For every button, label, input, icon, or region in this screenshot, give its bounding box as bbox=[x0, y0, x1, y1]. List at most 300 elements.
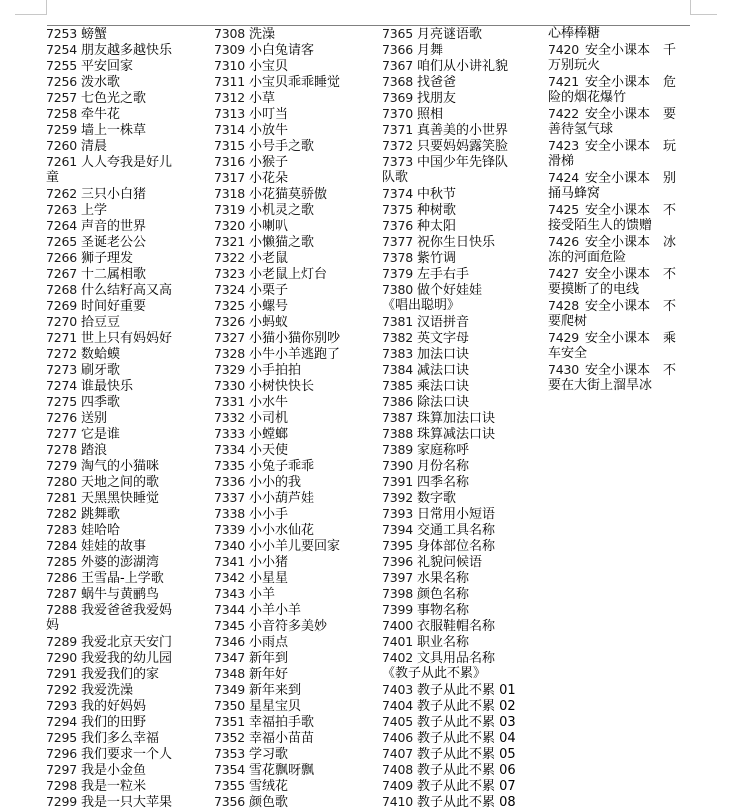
item-title: 善待氢气球 bbox=[548, 122, 614, 137]
list-item bbox=[214, 330, 354, 346]
item-number: 7420 bbox=[548, 42, 580, 57]
list-item bbox=[214, 666, 354, 682]
list-item bbox=[214, 650, 354, 666]
list-item bbox=[382, 90, 524, 106]
item-number: 7430 bbox=[548, 362, 580, 377]
item-number: 7313 bbox=[214, 106, 246, 121]
item-title: 墙上一株草 bbox=[81, 123, 147, 138]
list-item bbox=[382, 58, 524, 74]
list-item bbox=[214, 730, 354, 746]
list-item bbox=[382, 410, 524, 426]
list-item bbox=[382, 266, 524, 282]
item-title: 安全小课本 要 bbox=[585, 107, 677, 122]
item-title: 祝你生日快乐 bbox=[417, 235, 496, 250]
list-item bbox=[382, 362, 524, 378]
list-item bbox=[46, 74, 186, 90]
list-item bbox=[382, 26, 524, 42]
item-number: 7326 bbox=[214, 314, 246, 329]
item-number: 7390 bbox=[382, 458, 414, 473]
item-number: 7408 bbox=[382, 762, 414, 777]
item-title: 圣诞老公公 bbox=[81, 235, 147, 250]
list-item bbox=[214, 42, 354, 58]
list-item bbox=[382, 314, 524, 330]
list-item bbox=[46, 682, 186, 698]
item-title: 天黑黑快睡觉 bbox=[81, 491, 160, 506]
item-title: 教子从此不累 05 bbox=[417, 747, 516, 762]
item-title: 我是一粒米 bbox=[81, 779, 147, 794]
list-item bbox=[46, 378, 186, 394]
list-item bbox=[46, 762, 186, 778]
item-number: 7393 bbox=[382, 506, 414, 521]
list-item bbox=[382, 122, 524, 138]
item-title: 声音的世界 bbox=[81, 219, 147, 234]
item-number: 7259 bbox=[46, 122, 78, 137]
list-item bbox=[214, 186, 354, 202]
list-item bbox=[382, 330, 524, 346]
item-title: 人人夸我是好儿 bbox=[81, 155, 173, 170]
list-item bbox=[382, 794, 524, 810]
list-item bbox=[214, 26, 354, 42]
item-title: 日常用小短语 bbox=[417, 507, 496, 522]
item-number: 7289 bbox=[46, 634, 78, 649]
item-title: 清晨 bbox=[81, 139, 108, 154]
section-heading bbox=[382, 298, 524, 314]
list-item bbox=[46, 106, 186, 122]
list-item bbox=[46, 746, 186, 762]
item-title: 万别玩火 bbox=[548, 58, 601, 73]
item-number: 7319 bbox=[214, 202, 246, 217]
item-title: 小牛小羊逃跑了 bbox=[249, 347, 341, 362]
list-item-continuation bbox=[548, 314, 690, 330]
item-number: 7254 bbox=[46, 42, 78, 57]
item-number: 7332 bbox=[214, 410, 246, 425]
item-title: 月舞 bbox=[417, 43, 444, 58]
item-title: 小宝贝 bbox=[249, 59, 289, 74]
item-number: 7263 bbox=[46, 202, 78, 217]
list-item bbox=[46, 314, 186, 330]
item-number: 7384 bbox=[382, 362, 414, 377]
list-item bbox=[382, 570, 524, 586]
item-number: 7317 bbox=[214, 170, 246, 185]
item-title: 汉语拼音 bbox=[417, 315, 470, 330]
item-title: 除法口诀 bbox=[417, 395, 470, 410]
song-list-column-4 bbox=[548, 26, 690, 394]
list-item bbox=[382, 346, 524, 362]
item-number: 7392 bbox=[382, 490, 414, 505]
item-number: 7367 bbox=[382, 58, 414, 73]
item-title: 上学 bbox=[81, 203, 108, 218]
item-number: 7375 bbox=[382, 202, 414, 217]
list-item bbox=[382, 186, 524, 202]
list-item bbox=[46, 426, 186, 442]
item-number: 7387 bbox=[382, 410, 414, 425]
item-title: 平安回家 bbox=[81, 59, 134, 74]
item-number: 7404 bbox=[382, 698, 414, 713]
item-number: 7335 bbox=[214, 458, 246, 473]
item-title: 心棒棒糖 bbox=[548, 26, 601, 41]
item-number: 7279 bbox=[46, 458, 78, 473]
list-item bbox=[46, 346, 186, 362]
list-item bbox=[46, 266, 186, 282]
item-number: 7282 bbox=[46, 506, 78, 521]
item-title: 捅马蜂窝 bbox=[548, 186, 601, 201]
list-item bbox=[382, 634, 524, 650]
item-number: 7389 bbox=[382, 442, 414, 457]
item-number: 7371 bbox=[382, 122, 414, 137]
item-number: 7277 bbox=[46, 426, 78, 441]
item-number: 7272 bbox=[46, 346, 78, 361]
list-item-continuation bbox=[548, 122, 690, 138]
item-title: 娃娃的故事 bbox=[81, 539, 147, 554]
item-title: 跳舞歌 bbox=[81, 507, 121, 522]
item-number: 7341 bbox=[214, 554, 246, 569]
item-number: 7386 bbox=[382, 394, 414, 409]
list-item bbox=[214, 266, 354, 282]
item-title: 衣服鞋帽名称 bbox=[417, 619, 496, 634]
list-item bbox=[214, 634, 354, 650]
item-number: 7309 bbox=[214, 42, 246, 57]
list-item bbox=[46, 282, 186, 298]
list-item bbox=[214, 570, 354, 586]
item-title: 小老鼠上灯台 bbox=[249, 267, 328, 282]
item-title: 泼水歌 bbox=[81, 75, 121, 90]
item-number: 7324 bbox=[214, 282, 246, 297]
item-number: 7315 bbox=[214, 138, 246, 153]
item-number: 7396 bbox=[382, 554, 414, 569]
list-item bbox=[46, 362, 186, 378]
item-title: 种太阳 bbox=[417, 219, 457, 234]
item-number: 7391 bbox=[382, 474, 414, 489]
item-number: 7428 bbox=[548, 298, 580, 313]
list-item bbox=[548, 362, 690, 378]
list-item bbox=[382, 378, 524, 394]
item-number: 7422 bbox=[548, 106, 580, 121]
item-number: 7429 bbox=[548, 330, 580, 345]
item-title: 家庭称呼 bbox=[417, 443, 470, 458]
item-number: 7372 bbox=[382, 138, 414, 153]
item-number: 7260 bbox=[46, 138, 78, 153]
list-item bbox=[214, 410, 354, 426]
item-number: 7278 bbox=[46, 442, 78, 457]
item-number: 7373 bbox=[382, 154, 414, 169]
item-number: 7381 bbox=[382, 314, 414, 329]
item-title: 朋友越多越快乐 bbox=[81, 43, 173, 58]
item-number: 7258 bbox=[46, 106, 78, 121]
item-title: 谁最快乐 bbox=[81, 379, 134, 394]
item-number: 7271 bbox=[46, 330, 78, 345]
item-number: 7351 bbox=[214, 714, 246, 729]
list-item bbox=[46, 122, 186, 138]
item-number: 7397 bbox=[382, 570, 414, 585]
list-item bbox=[46, 650, 186, 666]
item-title: 安全小课本 不 bbox=[585, 203, 677, 218]
item-title: 滑梯 bbox=[548, 154, 575, 169]
item-title: 《唱出聪明》 bbox=[382, 298, 461, 313]
song-list-column-2 bbox=[214, 26, 354, 810]
item-title: 小老鼠 bbox=[249, 251, 289, 266]
list-item bbox=[382, 554, 524, 570]
list-item bbox=[548, 266, 690, 282]
item-number: 7294 bbox=[46, 714, 78, 729]
song-list-column-3 bbox=[382, 26, 524, 810]
item-title: 真善美的小世界 bbox=[417, 123, 509, 138]
item-title: 狮子理发 bbox=[81, 251, 134, 266]
list-item bbox=[46, 154, 186, 170]
page-margin-corner-top-left bbox=[15, 0, 47, 15]
item-number: 7287 bbox=[46, 586, 78, 601]
item-number: 7329 bbox=[214, 362, 246, 377]
item-number: 7291 bbox=[46, 666, 78, 681]
item-number: 7348 bbox=[214, 666, 246, 681]
list-item bbox=[214, 618, 354, 634]
item-number: 7314 bbox=[214, 122, 246, 137]
item-title: 数蛤蟆 bbox=[81, 347, 121, 362]
item-title: 教子从此不累 01 bbox=[417, 683, 516, 698]
item-number: 7333 bbox=[214, 426, 246, 441]
item-number: 7283 bbox=[46, 522, 78, 537]
item-title: 学习歌 bbox=[249, 747, 289, 762]
list-item bbox=[214, 778, 354, 794]
list-item bbox=[548, 330, 690, 346]
item-title: 珠算减法口诀 bbox=[417, 427, 496, 442]
list-item bbox=[46, 138, 186, 154]
item-number: 7265 bbox=[46, 234, 78, 249]
item-number: 7368 bbox=[382, 74, 414, 89]
list-item bbox=[46, 394, 186, 410]
item-number: 7290 bbox=[46, 650, 78, 665]
item-title: 螃蟹 bbox=[81, 27, 108, 42]
item-title: 安全小课本 别 bbox=[585, 171, 677, 186]
item-title: 踏浪 bbox=[81, 443, 108, 458]
list-item bbox=[382, 74, 524, 90]
list-item bbox=[382, 42, 524, 58]
item-number: 7352 bbox=[214, 730, 246, 745]
item-number: 7280 bbox=[46, 474, 78, 489]
list-item bbox=[548, 106, 690, 122]
item-title: 月份名称 bbox=[417, 459, 470, 474]
list-item bbox=[548, 298, 690, 314]
item-title: 小放牛 bbox=[249, 123, 289, 138]
item-number: 7318 bbox=[214, 186, 246, 201]
list-item bbox=[46, 602, 186, 618]
item-title: 教子从此不累 02 bbox=[417, 699, 516, 714]
item-title: 找爸爸 bbox=[417, 75, 457, 90]
list-item bbox=[46, 698, 186, 714]
list-item bbox=[214, 682, 354, 698]
item-number: 7377 bbox=[382, 234, 414, 249]
item-title: 四季歌 bbox=[81, 395, 121, 410]
item-number: 7297 bbox=[46, 762, 78, 777]
item-title: 文具用品名称 bbox=[417, 651, 496, 666]
item-number: 7338 bbox=[214, 506, 246, 521]
item-title: 教子从此不累 03 bbox=[417, 715, 516, 730]
item-number: 7336 bbox=[214, 474, 246, 489]
item-title: 安全小课本 冰 bbox=[585, 235, 677, 250]
item-number: 7295 bbox=[46, 730, 78, 745]
list-item bbox=[46, 634, 186, 650]
item-title: 我是一只大苹果 bbox=[81, 795, 173, 810]
list-item bbox=[382, 538, 524, 554]
list-item bbox=[214, 714, 354, 730]
list-item bbox=[46, 42, 186, 58]
item-number: 7342 bbox=[214, 570, 246, 585]
item-title: 水果名称 bbox=[417, 571, 470, 586]
list-item bbox=[214, 378, 354, 394]
item-number: 7406 bbox=[382, 730, 414, 745]
list-item bbox=[214, 554, 354, 570]
list-item bbox=[382, 490, 524, 506]
item-title: 车安全 bbox=[548, 346, 588, 361]
item-number: 7276 bbox=[46, 410, 78, 425]
list-item bbox=[382, 138, 524, 154]
list-item bbox=[214, 106, 354, 122]
list-item bbox=[214, 138, 354, 154]
item-title: 安全小课本 玩 bbox=[585, 139, 677, 154]
item-number: 7402 bbox=[382, 650, 414, 665]
page-margin-corner-top-right bbox=[690, 0, 717, 15]
list-item bbox=[214, 698, 354, 714]
list-item bbox=[46, 554, 186, 570]
list-item bbox=[46, 26, 186, 42]
item-number: 7350 bbox=[214, 698, 246, 713]
item-title: 王雪晶-上学歌 bbox=[81, 571, 164, 586]
item-number: 7253 bbox=[46, 26, 78, 41]
item-title: 险的烟花爆竹 bbox=[548, 90, 627, 105]
list-item bbox=[46, 522, 186, 538]
list-item bbox=[214, 362, 354, 378]
list-item-continuation bbox=[382, 170, 524, 186]
item-number: 7401 bbox=[382, 634, 414, 649]
item-title: 天地之间的歌 bbox=[81, 475, 160, 490]
item-title: 教子从此不累 07 bbox=[417, 779, 516, 794]
item-title: 七色光之歌 bbox=[81, 91, 147, 106]
list-item bbox=[382, 522, 524, 538]
item-number: 7320 bbox=[214, 218, 246, 233]
item-number: 7365 bbox=[382, 26, 414, 41]
item-number: 7311 bbox=[214, 74, 246, 89]
item-title: 小音符多美妙 bbox=[249, 619, 328, 634]
item-title: 雪绒花 bbox=[249, 779, 289, 794]
item-title: 我的好妈妈 bbox=[81, 699, 147, 714]
item-title: 它是谁 bbox=[81, 427, 121, 442]
list-item bbox=[46, 794, 186, 810]
item-title: 乘法口诀 bbox=[417, 379, 470, 394]
item-number: 7322 bbox=[214, 250, 246, 265]
item-number: 7380 bbox=[382, 282, 414, 297]
list-item-continuation bbox=[548, 346, 690, 362]
item-number: 7331 bbox=[214, 394, 246, 409]
item-number: 7388 bbox=[382, 426, 414, 441]
item-number: 7270 bbox=[46, 314, 78, 329]
item-title: 小羊 bbox=[249, 587, 276, 602]
list-item bbox=[46, 58, 186, 74]
item-title: 教子从此不累 06 bbox=[417, 763, 516, 778]
list-item bbox=[382, 714, 524, 730]
item-number: 7321 bbox=[214, 234, 246, 249]
list-item bbox=[382, 154, 524, 170]
item-title: 咱们从小讲礼貌 bbox=[417, 59, 509, 74]
list-item bbox=[46, 490, 186, 506]
item-number: 7405 bbox=[382, 714, 414, 729]
list-item bbox=[46, 586, 186, 602]
item-number: 7286 bbox=[46, 570, 78, 585]
item-title: 职业名称 bbox=[417, 635, 470, 650]
list-item bbox=[46, 458, 186, 474]
list-item bbox=[214, 122, 354, 138]
list-item bbox=[214, 602, 354, 618]
item-title: 刷牙歌 bbox=[81, 363, 121, 378]
item-title: 小宝贝乖乖睡觉 bbox=[249, 75, 341, 90]
item-title: 找朋友 bbox=[417, 91, 457, 106]
item-number: 7328 bbox=[214, 346, 246, 361]
item-title: 小蚂蚁 bbox=[249, 315, 289, 330]
list-item bbox=[214, 346, 354, 362]
item-title: 四季名称 bbox=[417, 475, 470, 490]
item-title: 小号手之歌 bbox=[249, 139, 315, 154]
item-number: 7334 bbox=[214, 442, 246, 457]
list-item bbox=[46, 234, 186, 250]
item-number: 7325 bbox=[214, 298, 246, 313]
item-title: 小花猫莫骄傲 bbox=[249, 187, 328, 202]
item-title: 小螺号 bbox=[249, 299, 289, 314]
item-number: 7347 bbox=[214, 650, 246, 665]
item-title: 紫竹调 bbox=[417, 251, 457, 266]
item-title: 小小葫芦娃 bbox=[249, 491, 315, 506]
item-title: 教子从此不累 04 bbox=[417, 731, 516, 746]
list-item bbox=[382, 506, 524, 522]
item-title: 小小水仙花 bbox=[249, 523, 315, 538]
list-item bbox=[214, 154, 354, 170]
item-title: 数字歌 bbox=[417, 491, 457, 506]
item-title: 小天使 bbox=[249, 443, 289, 458]
item-title: 安全小课本 千 bbox=[585, 43, 677, 58]
item-number: 7293 bbox=[46, 698, 78, 713]
item-title: 小小羊儿要回家 bbox=[249, 539, 341, 554]
list-item bbox=[46, 570, 186, 586]
list-item bbox=[382, 746, 524, 762]
item-number: 7394 bbox=[382, 522, 414, 537]
list-item bbox=[214, 538, 354, 554]
list-item bbox=[382, 250, 524, 266]
item-title: 小司机 bbox=[249, 411, 289, 426]
list-item bbox=[214, 762, 354, 778]
item-title: 小水牛 bbox=[249, 395, 289, 410]
item-title: 身体部位名称 bbox=[417, 539, 496, 554]
item-title: 小机灵之歌 bbox=[249, 203, 315, 218]
list-item bbox=[214, 250, 354, 266]
item-title: 小手拍拍 bbox=[249, 363, 302, 378]
item-number: 7323 bbox=[214, 266, 246, 281]
item-number: 7376 bbox=[382, 218, 414, 233]
item-number: 7385 bbox=[382, 378, 414, 393]
list-item bbox=[382, 730, 524, 746]
item-number: 7273 bbox=[46, 362, 78, 377]
item-number: 7261 bbox=[46, 154, 78, 169]
list-item bbox=[382, 106, 524, 122]
list-item bbox=[548, 42, 690, 58]
item-number: 7256 bbox=[46, 74, 78, 89]
item-number: 7378 bbox=[382, 250, 414, 265]
item-number: 7421 bbox=[548, 74, 580, 89]
list-item bbox=[382, 602, 524, 618]
item-title: 小羊小羊 bbox=[249, 603, 302, 618]
list-item bbox=[46, 474, 186, 490]
item-title: 十二属相歌 bbox=[81, 267, 147, 282]
list-item bbox=[214, 234, 354, 250]
list-item bbox=[46, 714, 186, 730]
list-item-continuation bbox=[548, 282, 690, 298]
item-title: 安全小课本 乘 bbox=[585, 331, 677, 346]
